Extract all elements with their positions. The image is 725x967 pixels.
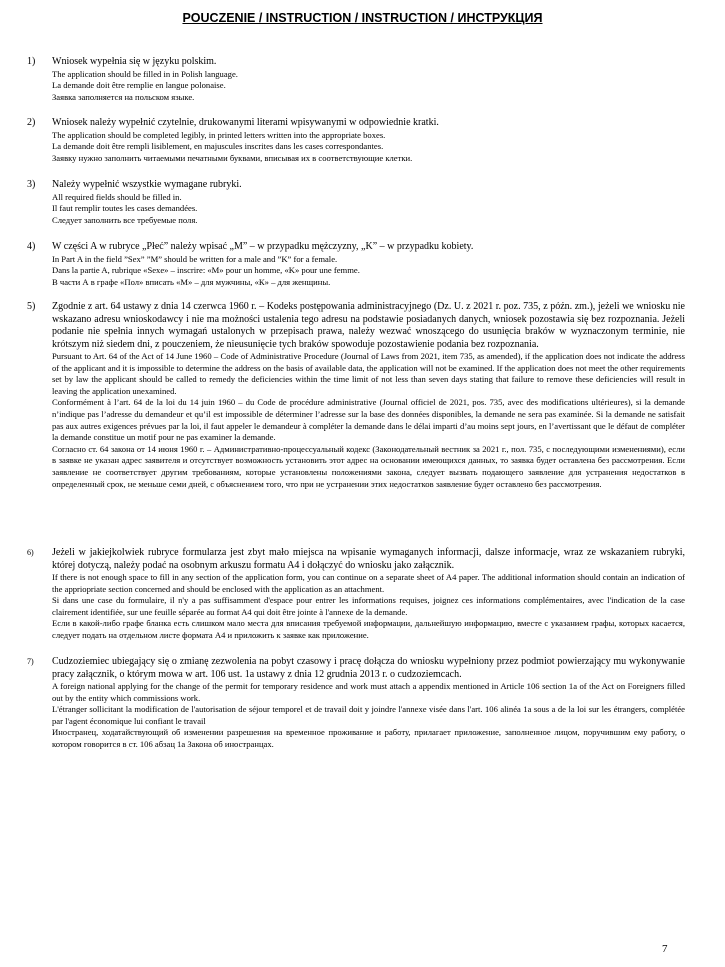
item-body: [52, 547, 685, 642]
item-body: [52, 241, 685, 288]
text-french: Dans la partie A, rubrique «Sexe» – inscrire: «M» pour un homme, «K» pour une femme.: [52, 265, 360, 276]
text-polish: Jeżeli w jakiejkolwiek rubryce formularza jest zbyt mało miejsca na wpisanie wymaganych informacji, dalsze informacje, wraz ze wskazaniem rubryki, której dotyczą, należy podać na osobnym arkuszu formatu A4 i dołączyć do wniosku jako załącznik.: [52, 547, 685, 571]
text-english: Pursuant to Art. 64 of the Act of 14 June 1960 – Code of Administrative Procedure (Journal of Laws from 2021, item 735, as amended), if the application does not indicate the address of the applicant and it is impossible to determine the address on the basis of available data, the application will not be examined. If the application does not meet the other requirements set by law the applicant should be called to remedy the deficiencies within the time limit of not less than seven days stating that failure to remove these deficiencies will result in leaving the application unexamined.: [52, 351, 685, 396]
text-english: The application should be completed legibly, in printed letters written into the appropriate boxes.: [52, 129, 386, 140]
page-number: 7: [662, 943, 668, 955]
text-russian: Иностранец, ходатайствующий об изменении разрешения на временное проживание и работу, прилагает приложение, заполненное лицом, поручившим ему работу, о котором говорится в ст. 106 абзац 1а Закона об иностранцах.: [52, 727, 685, 749]
text-polish: Wniosek wypełnia się w języku polskim.: [52, 56, 217, 67]
page-title: POUCZENIE / INSTRUCTION / INSTRUCTION / ИНСТРУКЦИЯ: [182, 11, 543, 25]
text-english: In Part A in the field ”Sex” ”M” should be written for a male and ”K” for a female.: [52, 253, 338, 264]
item-body: [52, 56, 685, 103]
text-russian: Заявку нужно заполнить читаемыми печатными буквами, вписывая их в соответствующие клетки.: [52, 152, 413, 163]
text-french: Si dans une case du formulaire, il n'y a pas suffisamment d'espace pour entrer les informations requises, joignez ces informations complémentaires, avec l'indication de la case clairement identifiée, sur une feuille séparée au format A4 qui doit être jointe à l'annexe de la demande.: [52, 595, 685, 617]
item-number: 3): [27, 179, 36, 190]
text-french: La demande doit être remplie en langue polonaise.: [52, 80, 226, 91]
text-russian: Согласно ст. 64 закона от 14 июня 1960 г. – Административно-процессуальный кодекс (Законодательный вестник за 2021 г., пол. 735, с последующими изменениями), если в заявке не указан адрес заявителя и отсутствует возможность установить этот адрес на основании имеющихся данных, то заявка будет оставлена без рассмотрения. Если заявление не соответствует другим требованиям, которые установлены положениями закона, следует вызвать подающего заявление для устранения недостатков в определенный срок, не меньше семи дней, с объяснением того, что при не устранении этих недостатков заявление будет оставлено без рассмотрения.: [52, 443, 685, 489]
instruction-item-6: [27, 547, 685, 642]
item-body: [52, 301, 685, 490]
text-english: A foreign national applying for the change of the permit for temporary residence and work must attach a appendix mentioned in Article 106 section 1a of the Act on Foreigners filled out by the entity which commissions work.: [52, 681, 685, 703]
instruction-item-4: [27, 241, 685, 288]
item-number: 7): [27, 657, 34, 666]
text-french: Il faut remplir toutes les cases demandées.: [52, 203, 198, 214]
text-russian: Если в какой-либо графе бланка есть слишком мало места для вписания требуемой информации, дальнейшую информацию, вместе с указанием графы, которых касается, следует подать на отдельном листе формата А4 и приложить к заявке как приложение.: [52, 618, 685, 640]
text-polish: Należy wypełnić wszystkie wymagane rubryki.: [52, 179, 242, 190]
text-french: L'étranger sollicitant la modification de l'autorisation de séjour temporel et de travail doit y joindre l'annexe visée dans l'art. 106 alinéa 1a sous a de la loi sur les étrangers, complétée par l'agent économique lui confiant le travail: [52, 704, 685, 726]
text-english: All required fields should be filled in.: [52, 191, 182, 202]
instruction-item-5: [27, 301, 685, 490]
text-russian: Следует заполнить все требуемые поля.: [52, 214, 198, 225]
item-number: 4): [27, 241, 36, 252]
text-polish: Cudzoziemiec ubiegający się o zmianę zezwolenia na pobyt czasowy i pracę dołącza do wniosku wypełniony przez podmiot powierzający mu wykonywanie pracy załącznik, o którym mowa w art. 106 ust. 1a ustawy z dnia 12 grudnia 2013 r. o cudzoziemcach.: [52, 656, 685, 680]
instruction-item-7: [27, 656, 685, 751]
text-english: If there is not enough space to fill in any section of the application form, you can continue on a separate sheet of A4 paper. The additional information should contain an indication of the appriopriate section concerned and should be enclosed with the application as an attachment.: [52, 572, 685, 594]
text-russian: Заявка заполняется на польском языке.: [52, 91, 195, 102]
text-french: Conformément à l’art. 64 de la loi du 14 juin 1960 – du Code de procédure administrative (Journal officiel de 2021, pos. 735, avec des modifications ultérieures), si la demande n’indique pas l’adresse du demandeur et qu’il est impossible de déterminer l’adresse sur la base des données disponibles, la demande ne sera pas examinée. Si la demande ne satisfait pas aux autres exigences prévues par la loi, il faut appeler le demandeur à compléter la demande dans le délai imparti d’au moins sept jours, en l’avertissant que le défaut de compléter la demande constitue un motif pour ne pas examiner la demande.: [52, 397, 685, 443]
text-english: The application should be filled in in Polish language.: [52, 68, 238, 79]
text-french: La demande doit être rempli lisiblement, en majuscules inscrites dans les cases correspondantes.: [52, 141, 384, 152]
item-body: [52, 179, 685, 226]
text-russian: В части А в графе «Пол» вписать «М» – для мужчины, «К» – для женщины.: [52, 276, 331, 287]
item-body: [52, 656, 685, 751]
item-number: 5): [27, 301, 36, 312]
item-body: [52, 117, 685, 164]
instruction-item-1: [27, 56, 685, 103]
item-number: 6): [27, 548, 34, 557]
item-number: 2): [27, 117, 36, 128]
text-polish: Wniosek należy wypełnić czytelnie, drukowanymi literami wpisywanymi w odpowiednie kratki.: [52, 117, 439, 128]
text-polish: W części A w rubryce „Płeć” należy wpisać „M” – w przypadku mężczyzny, „K” – w przypadku kobiety.: [52, 241, 474, 252]
instruction-item-2: [27, 117, 685, 164]
text-polish: Zgodnie z art. 64 ustawy z dnia 14 czerwca 1960 r. – Kodeks postępowania administracyjnego (Dz. U. z 2021 r. poz. 735, z późn. zm.), jeżeli we wniosku nie wskazano adresu wnioskodawcy i nie ma możności ustalenia tego adresu na podstawie posiadanych danych, wniosek pozostawia się bez rozpoznania. Jeżeli podanie nie spełnia innych wymagań ustalonych w przepisach prawa, należy wezwać wnoszącego do usunięcia braków w wyznaczonym terminie, nie krótszym niż siedem dni, z pouczeniem, że nieusunięcie tych braków spowoduje pozostawienie podania bez rozpoznania.: [52, 301, 685, 350]
instruction-item-3: [27, 179, 685, 226]
item-number: 1): [27, 56, 36, 67]
